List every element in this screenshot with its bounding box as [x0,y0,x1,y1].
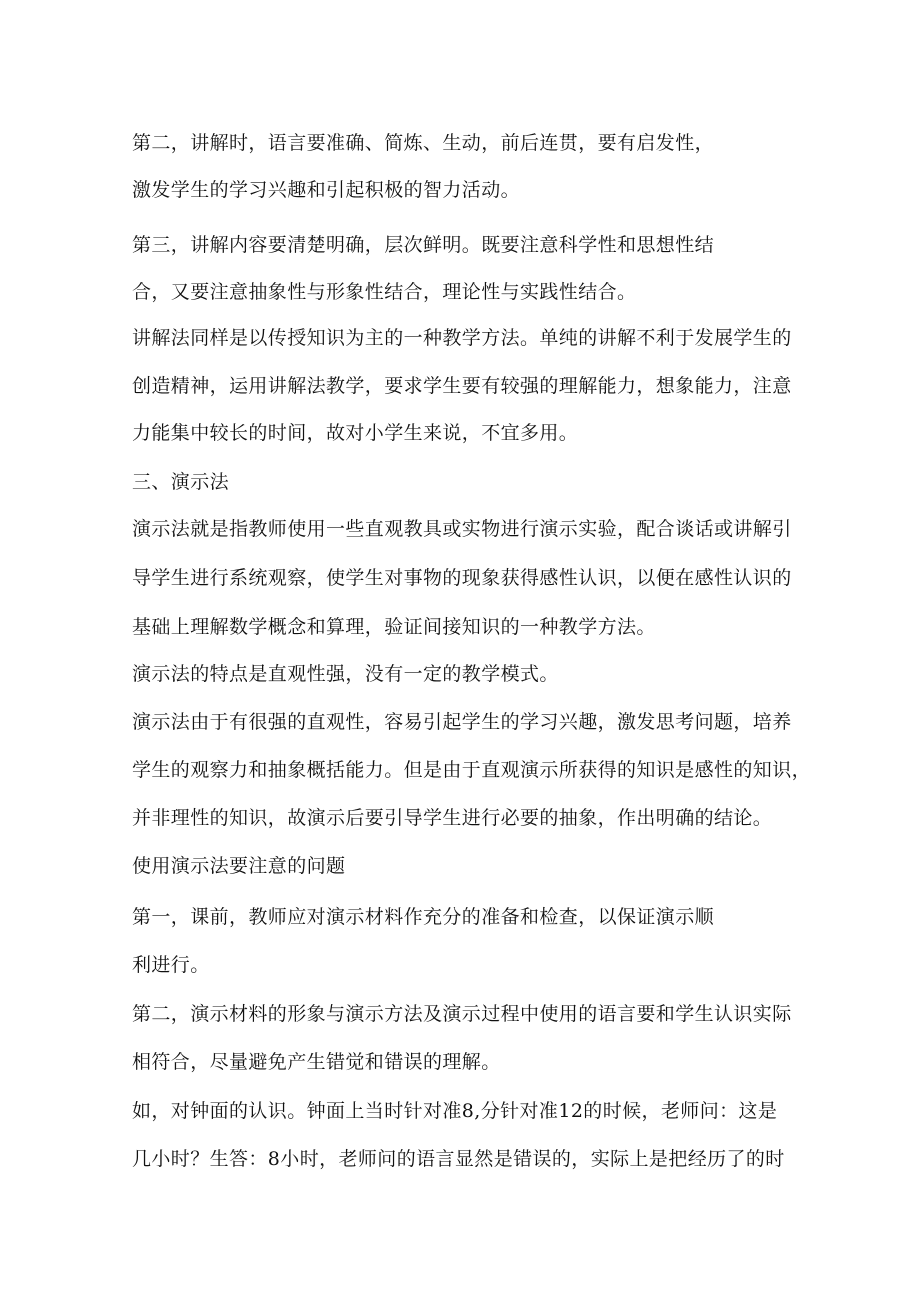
text-line: 利进行。 [132,954,210,976]
text-line: 第三，讲解内容要清楚明确，层次鲜明。既要注意科学性和思想性结 [132,234,715,256]
text-line: 几小时？生答：8小时，老师问的语言显然是错误的，实际上是把经历了的时 [132,1148,785,1170]
text-line: 并非理性的知识，故演示后要引导学生进行必要的抽象，作出明确的结论。 [132,807,773,829]
text-line: 如，对钟面的认识。钟面上当时针对准8,分针对准12的时候，老师问：这是 [132,1100,778,1122]
section-heading: 三、演示法 [132,471,230,493]
text-line: 创造精神，运用讲解法教学，要求学生要有较强的理解能力，想象能力，注意 [132,375,792,397]
text-line: 演示法就是指教师使用一些直观教具或实物进行演示实验，配合谈话或讲解引 [132,518,792,540]
text-line: 导学生进行系统观察，使学生对事物的现象获得感性认识，以便在感性认识的 [132,567,792,589]
text-line: 学生的观察力和抽象概括能力。但是由于直观演示所获得的知识是感性的知识， [132,759,812,781]
text-line: 第二，讲解时，语言要准确、简炼、生动，前后连贯，要有启发性， [132,132,715,154]
text-line: 合，又要注意抽象性与形象性结合，理论性与实践性结合。 [132,281,637,303]
text-line: 讲解法同样是以传授知识为主的一种教学方法。单纯的讲解不利于发展学生的 [132,327,792,349]
text-line: 演示法的特点是直观性强，没有一定的教学模式。 [132,663,559,685]
text-line: 激发学生的学习兴趣和引起积极的智力活动。 [132,179,521,201]
text-line: 基础上理解数学概念和算理，验证间接知识的一种教学方法。 [132,616,656,638]
text-line: 演示法由于有很强的直观性，容易引起学生的学习兴趣，激发思考问题，培养 [132,711,792,733]
text-line: 第二，演示材料的形象与演示方法及演示过程中使用的语言要和学生认识实际 [132,1003,792,1025]
text-line: 相符合，尽量避免产生错觉和错误的理解。 [132,1051,501,1073]
text-line: 使用演示法要注意的问题 [132,855,346,877]
text-line: 力能集中较长的时间，故对小学生来说，不宜多用。 [132,422,579,444]
text-line: 第一，课前，教师应对演示材料作充分的准备和检查，以保证演示顺 [132,906,715,928]
